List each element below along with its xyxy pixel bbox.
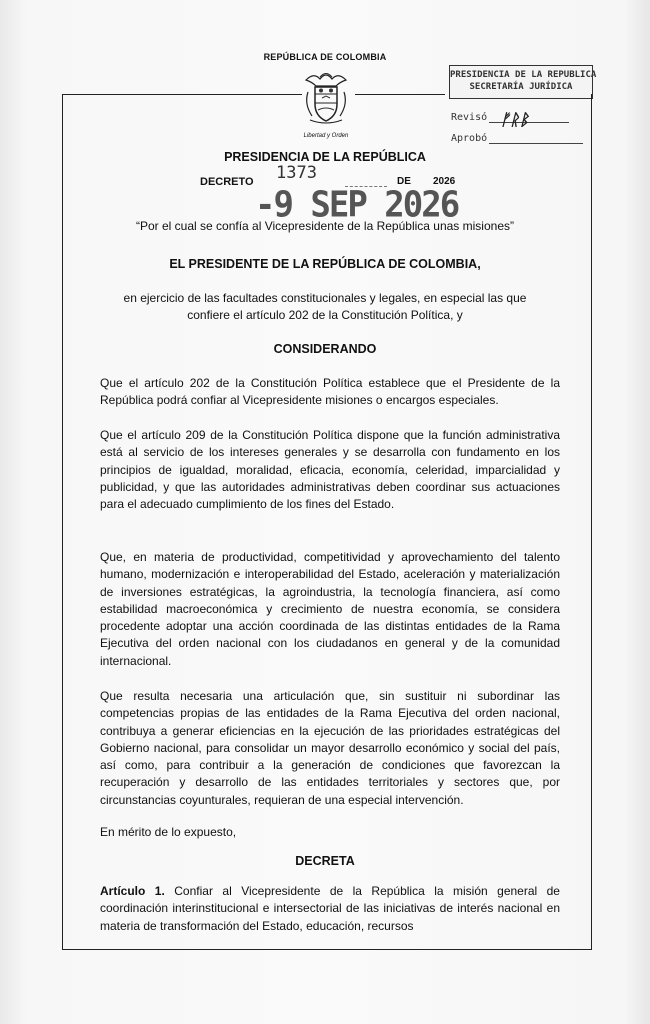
paragraph-3: Que, en materia de productividad, competitividad y aprovechamiento del talento humano, modernización e interoperabilidad del Estado, aceleración y materialización de inversiones estratégicas, la agroindustria, la tecnología financiera, así como estabilidad macroeconómica y crecimiento de nuestra economía, se considera procedente adoptar una acción coordinada de las distintas entidades de la Rama Ejecutiva del orden nacional con los ciudadanos en general y de la comunidad internacional. bbox=[100, 550, 560, 668]
date-stamp: -9 SEP 2026 bbox=[255, 184, 459, 226]
decreto-label: DECRETO bbox=[200, 176, 254, 188]
paragraph-4: Que resulta necesaria una articulación que, sin sustituir ni subordinar las competencias propias de las entidades de la Rama Ejecutiva del orden nacional, contribuya a generar eficiencias en la ejecución de las prioridades estratégicas del Gobierno nacional, para consolidar un mayor desarrollo económico y social del país, así como, para contribuir a la generación de condiciones que favorezcan la recuperación y desarrollo de las entidades territoriales y sectores que, por circunstancias coyunturales, requieran de una especial intervención. bbox=[100, 689, 560, 807]
powers-line-1: en ejercicio de las facultades constitucionales y legales, en especial las que bbox=[123, 291, 527, 305]
paragraph-1: Que el artículo 202 de la Constitución Política establece que el Presidente de la República podrá confiar al Vicepresidente misiones o encargos especiales. bbox=[100, 376, 560, 408]
paragraph-2: Que el artículo 209 de la Constitución Política dispone que la función administrativa está al servicio de los intereses generales y se desarrolla con fundamento en los principios de igualdad, moralidad, eficacia, economía, celeridad, imparcialidad y publicidad, y que las autoridades administrativas deben coordinar sus actuaciones para el adecuado cumplimiento de los fines del Estado. bbox=[100, 428, 560, 512]
aprobo-label: Aprobó bbox=[451, 133, 488, 144]
decreto-year: 2026 bbox=[433, 176, 456, 187]
considerando-heading: CONSIDERANDO bbox=[273, 342, 377, 356]
powers-line-2: confiere el artículo 202 de la Constitución Política, y bbox=[187, 308, 463, 322]
decreto-number: 1373 bbox=[276, 163, 317, 183]
merito-line: En mérito de lo expuesto, bbox=[100, 825, 237, 839]
article-1-text: Confiar al Vicepresidente de la República la misión general de coordinación interinstitucional e intersectorial de las iniciativas de interés nacional en materia de transformación del Estado, educación, recursos bbox=[100, 884, 560, 933]
president-heading: EL PRESIDENTE DE LA REPÚBLICA DE COLOMBIA, bbox=[169, 257, 481, 271]
article-1-label: Artículo 1. bbox=[100, 884, 165, 898]
stamp-line-2: SECRETARÍA JURÍDICA bbox=[469, 82, 573, 92]
decreta-heading: DECRETA bbox=[295, 854, 355, 868]
stamp-line-1: PRESIDENCIA DE LA REPUBLICA bbox=[450, 70, 597, 80]
reviso-initials: ᚠᚱᛒ bbox=[500, 110, 529, 129]
reviso-label: Revisó bbox=[451, 112, 488, 123]
office-title: PRESIDENCIA DE LA REPÚBLICA bbox=[224, 150, 426, 164]
decree-subtitle: “Por el cual se confía al Vicepresidente de la República unas misiones” bbox=[136, 219, 514, 233]
de-label: DE bbox=[397, 176, 411, 187]
article-1 bbox=[100, 883, 560, 935]
country-header: REPÚBLICA DE COLOMBIA bbox=[263, 52, 387, 62]
motto: Libertad y Orden bbox=[303, 133, 349, 139]
